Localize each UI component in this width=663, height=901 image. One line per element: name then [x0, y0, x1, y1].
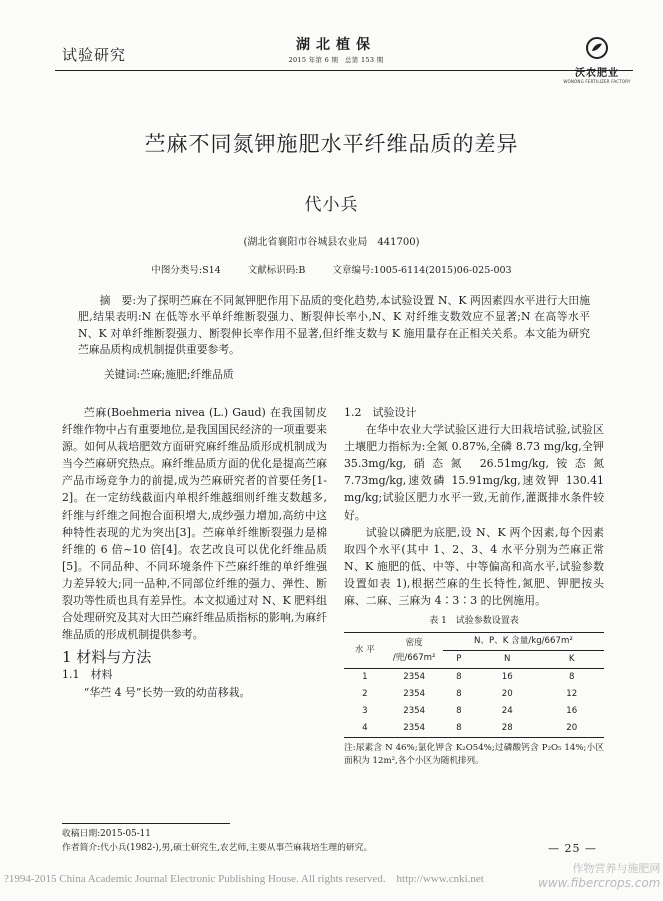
clc-number: 中图分类号:S14	[151, 265, 221, 276]
keywords	[104, 367, 234, 382]
site-watermark	[538, 862, 660, 890]
body-right-column	[344, 404, 604, 768]
table-header-n: N	[475, 651, 539, 669]
table-note: 注:尿素含 N 46%;氯化钾含 K₂O54%;过磷酸钙含 P₂O₅ 14%;小区面积为 12m²,各个小区为随机排列。	[344, 743, 604, 767]
table-row	[344, 720, 604, 738]
table-cell-p: 8	[456, 706, 462, 717]
table-row	[344, 703, 604, 720]
table-cell-p: 8	[456, 672, 462, 683]
table-cell-density: 2354	[386, 720, 443, 738]
journal-issue: 2015 年第 6 期 总第 153 期	[288, 56, 384, 64]
abstract-label: 摘 要:	[99, 294, 136, 307]
journal-masthead	[276, 34, 396, 64]
table-cell-n: 20	[501, 689, 513, 700]
publisher-logo	[562, 36, 632, 84]
table-cell-level: 4	[344, 720, 386, 738]
footnote-rule	[62, 823, 230, 824]
received-date: 收稿日期:2015-05-11	[62, 829, 151, 839]
body-left-column	[62, 404, 327, 701]
density-label: 密度	[405, 637, 423, 648]
table-cell-k: 12	[566, 689, 578, 700]
design-paragraph: 在华中农业大学试验区进行大田栽培试验,试验区土壤肥力指标为:全氮 0.87%,全磷 8.73 mg/kg,全钾 35.3mg/kg,硝态氮 26.51mg/kg,铵态氮 7.73mg/kg,速效磷 15.91mg/kg,速效钾 130.41 mg/kg;试验区肥力水平一致,无前作,灌溉排水条件较好。	[344, 423, 604, 522]
logo-name: 沃农肥业	[575, 68, 619, 79]
design-paragraph: 试验以磷肥为底肥,设 N、K 两个因素,每个因素取四个水平(其中 1、2、3、4 水平分别为苎麻正常 N、K 施肥的低、中等、中等偏高和高水平,试验参数设置如表 1),根据苎麻的生长特性,氮肥、钾肥按头麻、二麻、三麻为 4∶3∶3 的比例施用。	[344, 525, 604, 608]
parameter-table	[344, 632, 604, 738]
table-cell-k: 20	[539, 720, 604, 738]
document-code: 文献标识码:B	[247, 265, 306, 276]
table-cell-density: 2354	[403, 672, 426, 683]
abstract-text: 为了探明苎麻在不同氮钾肥作用下品质的变化趋势,本试验设置 N、K 两因素四水平进行大田施肥,结果表明:N 在低等水平单纤维断裂强力、断裂伸长率小,N、K 对纤维支数效应不显著;N 在高等水平 N、K 对单纤维断裂强力、断裂伸长率作用不显著,但纤维支数与 K 施用量存在正相关关系。本文能为研究苎麻品质构成机制提供重要参考。	[78, 294, 590, 357]
keywords-text: 苎麻;施肥;纤维品质	[140, 368, 234, 381]
table-cell-density: 2354	[403, 689, 426, 700]
footnote	[62, 828, 482, 855]
logo-subtitle: WONONG FERTILIZER FACTORY	[563, 79, 631, 84]
watermark-site-name: 作物营养与施肥网	[572, 862, 661, 875]
table-header-density	[386, 633, 443, 669]
table-cell-n: 24	[501, 706, 513, 717]
section-heading: 1 材料与方法	[62, 648, 152, 667]
copyright-line: ?1994-2015 China Academic Journal Electronic Publishing House. All rights reserved. http://www.cnki.net	[4, 873, 484, 885]
section-label: 试验研究	[62, 46, 127, 64]
table-cell-level: 1	[362, 672, 368, 683]
author-bio: 作者简介:代小兵(1982-),男,硕士研究生,农艺师,主要从事苎麻栽培生理的研究。	[62, 842, 373, 853]
table-header-p: P	[443, 651, 475, 669]
table-row	[344, 669, 604, 687]
header-rule	[55, 70, 633, 71]
table-cell-p: 8	[443, 720, 475, 738]
table-row	[344, 686, 604, 703]
author-affiliation: (湖北省襄阳市谷城县农业局 441700)	[243, 237, 420, 248]
table-header-npk: N、P、K 含量/kg/667m²	[443, 633, 604, 651]
leaf-logo-icon	[585, 36, 609, 60]
subsection-heading: 1.1 材料	[62, 668, 113, 682]
table-cell-density: 2354	[403, 706, 426, 717]
abstract	[78, 293, 590, 359]
keywords-label: 关键词:	[104, 368, 141, 381]
page-number: — 25 —	[548, 842, 597, 855]
subsection-heading: 1.2 试验设计	[344, 406, 417, 419]
article-author: 代小兵	[304, 195, 359, 215]
table-cell-level: 3	[362, 706, 368, 717]
table-cell-k: 8	[569, 672, 575, 683]
table-cell-n: 16	[501, 672, 513, 683]
journal-title: 湖北植保	[296, 37, 376, 53]
table-cell-p: 8	[456, 689, 462, 700]
watermark-url: www.fibercrops.com	[538, 876, 661, 890]
intro-paragraph: 苎麻(Boehmeria nivea (L.) Gaud) 在我国韧皮纤维作物中占有重要地位,是我国国民经济的一项重要来源。如何从栽培肥效方面研究麻纤维品质形成机制成为当今苎麻研究热点。麻纤维品质方面的优化是提高苎麻产品市场竞争力的前提,成为苎麻研究者的首要任务[1-2]。在一定纺线截面内单根纤维越细则纤维支数越多,纤维与纤维之间抱合面积增大,成纱强力增加,高纺中这种特性表现的尤为突出[3]。苎麻单纤维断裂强力是棉纤维的 6 倍~10 倍[4]。农艺改良可以优化纤维品质[5]。不同品种、不同环境条件下苎麻纤维的单纤维强力差异较大;同一品种,不同部位纤维的强力、弹性、断裂功等性质也具有差异性。本文拟通过对 N、K 肥料组合处理研究及其对大田苎麻纤维品质指标的影响,为麻纤维品质的形成机制提供参考。	[62, 406, 327, 642]
table-cell-level: 2	[362, 689, 368, 700]
material-paragraph: “华苎 4 号”长势一致的幼苗移栽。	[83, 685, 251, 699]
article-number: 文章编号:1005-6114(2015)06-025-003	[332, 265, 512, 276]
classification-line	[0, 262, 663, 276]
table-header-k: K	[539, 651, 604, 669]
density-unit: /兜/667m²	[392, 652, 436, 663]
table-cell-n: 28	[475, 720, 539, 738]
table-cell-k: 16	[566, 706, 578, 717]
table-header-level: 水 平	[344, 633, 386, 669]
table-caption: 表 1 试验参数设置表	[429, 616, 519, 627]
article-title: 苎麻不同氮钾施肥水平纤维品质的差异	[144, 132, 519, 156]
